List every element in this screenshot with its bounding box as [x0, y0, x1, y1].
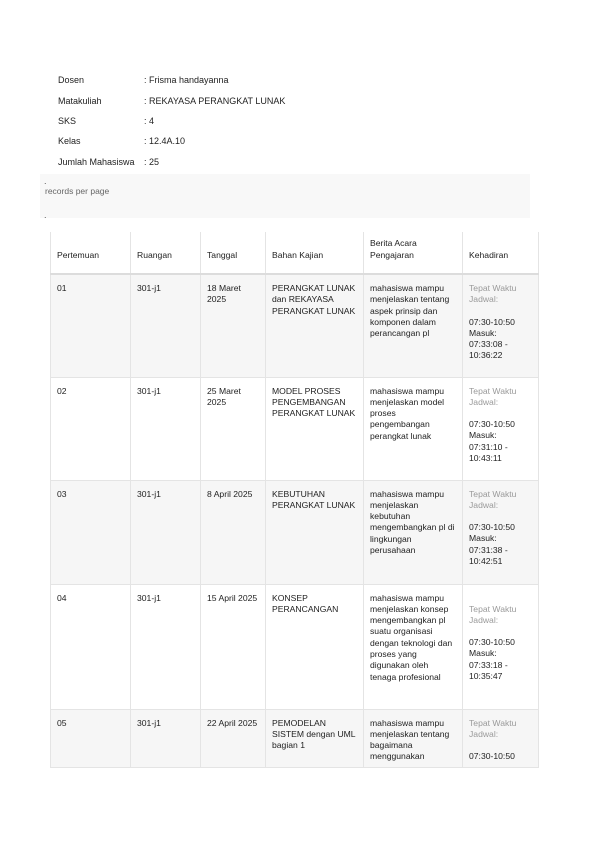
- info-row-matakuliah: [58, 90, 285, 110]
- info-label: Jumlah Mahasiswa: [58, 156, 135, 167]
- info-label: Dosen: [58, 75, 85, 86]
- course-info: [58, 70, 285, 172]
- attendance-status: Tepat Waktu Jadwal:: [469, 385, 517, 407]
- attendance-checkin: Masuk: 07:33:18 - 10:35:47: [469, 648, 508, 681]
- info-label: Matakuliah: [58, 95, 102, 106]
- attendance-schedule: 07:30-10:50: [469, 522, 515, 533]
- cell-kehadiran: [463, 480, 539, 584]
- attendance-status: Tepat Waktu Jadwal:: [469, 717, 517, 739]
- cell-ruangan: 301-j1: [131, 584, 201, 709]
- cell-pertemuan: 04: [51, 584, 131, 709]
- cell-bahan-kajian: KEBUTUHAN PERANGKAT LUNAK: [266, 480, 364, 584]
- cell-berita-acara: mahasiswa mampu menjelaskan model proses pengembangan perangkat lunak: [364, 377, 463, 480]
- cell-bahan-kajian: MODEL PROSES PENGEMBANGAN PERANGKAT LUNAK: [266, 377, 364, 480]
- cell-kehadiran: [463, 709, 539, 767]
- cell-pertemuan: 01: [51, 274, 131, 377]
- cell-berita-acara: mahasiswa mampu menjelaskan tentang bagaimana menggunakan: [364, 709, 463, 767]
- attendance-schedule: 07:30-10:50: [469, 751, 515, 762]
- attendance-schedule: 07:30-10:50: [469, 419, 515, 430]
- controls-top-dot: .: [44, 176, 47, 186]
- attendance-status: Tepat Waktu Jadwal:: [469, 283, 517, 305]
- info-row-sks: [58, 111, 285, 131]
- cell-bahan-kajian: PERANGKAT LUNAK dan REKAYASA PERANGKAT LUNAK: [266, 274, 364, 377]
- cell-tanggal: 8 April 2025: [201, 480, 266, 584]
- attendance-checkin: Masuk: 07:31:10 - 10:43:11: [469, 430, 508, 463]
- cell-kehadiran: [463, 584, 539, 709]
- cell-kehadiran: [463, 377, 539, 480]
- header-pertemuan[interactable]: Pertemuan: [51, 232, 131, 274]
- info-value: : Frisma handayanna: [144, 75, 229, 86]
- attendance-schedule: 07:30-10:50: [469, 316, 515, 327]
- cell-tanggal: 15 April 2025: [201, 584, 266, 709]
- info-label: SKS: [58, 115, 77, 126]
- cell-ruangan: 301-j1: [131, 377, 201, 480]
- table-row: [51, 584, 539, 709]
- cell-bahan-kajian: PEMODELAN SISTEM dengan UML bagian 1: [266, 709, 364, 767]
- cell-berita-acara: mahasiswa mampu menjelaskan tentang aspek prinsip dan komponen dalam perancangan pl: [364, 274, 463, 377]
- table-row: [51, 480, 539, 584]
- attendance-table: [50, 232, 539, 768]
- attendance-checkin: Masuk: 07:33:08 - 10:36:22: [469, 327, 508, 361]
- attendance-status: Tepat Waktu Jadwal:: [469, 603, 517, 625]
- table-header: [51, 232, 539, 274]
- table-row: [51, 274, 539, 377]
- cell-ruangan: 301-j1: [131, 480, 201, 584]
- cell-ruangan: 301-j1: [131, 709, 201, 767]
- cell-pertemuan: 05: [51, 709, 131, 767]
- header-berita-acara[interactable]: Berita Acara Pengajaran: [364, 232, 463, 274]
- info-label: Kelas: [58, 136, 81, 147]
- info-row-kelas: [58, 131, 285, 151]
- datatable-controls: [40, 174, 530, 218]
- cell-kehadiran: [463, 274, 539, 377]
- cell-bahan-kajian: KONSEP PERANCANGAN: [266, 584, 364, 709]
- cell-berita-acara: mahasiswa mampu menjelaskan konsep mengembangkan pl suatu organisasi dengan teknologi dan proses yang digunakan oleh tenaga profesional: [364, 584, 463, 709]
- attendance-schedule: 07:30-10:50: [469, 637, 515, 648]
- header-ruangan[interactable]: Ruangan: [131, 232, 201, 274]
- table-row: [51, 709, 539, 767]
- cell-pertemuan: 03: [51, 480, 131, 584]
- table-row: [51, 377, 539, 480]
- info-value: : 25: [144, 156, 160, 167]
- attendance-checkin: Masuk: 07:31:38 - 10:42:51: [469, 533, 508, 566]
- attendance-status: Tepat Waktu Jadwal:: [469, 488, 517, 510]
- cell-pertemuan: 02: [51, 377, 131, 480]
- info-value: : 12.4A.10: [144, 136, 186, 147]
- cell-ruangan: 301-j1: [131, 274, 201, 377]
- cell-berita-acara: mahasiswa mampu menjelaskan kebutuhan mengembangkan pl di lingkungan perusahaan: [364, 480, 463, 584]
- info-value: : 4: [144, 115, 155, 126]
- header-tanggal[interactable]: Tanggal: [201, 232, 266, 274]
- cell-tanggal: 18 Maret 2025: [201, 274, 266, 377]
- header-kehadiran[interactable]: Kehadiran: [463, 232, 539, 274]
- header-bahan-kajian[interactable]: Bahan Kajian: [266, 232, 364, 274]
- info-row-dosen: [58, 70, 285, 90]
- records-per-page-label: records per page: [45, 186, 110, 196]
- controls-bottom-dot: .: [44, 210, 47, 220]
- cell-tanggal: 25 Maret 2025: [201, 377, 266, 480]
- info-row-jumlah-mahasiswa: [58, 152, 285, 172]
- info-value: : REKAYASA PERANGKAT LUNAK: [144, 95, 286, 106]
- cell-tanggal: 22 April 2025: [201, 709, 266, 767]
